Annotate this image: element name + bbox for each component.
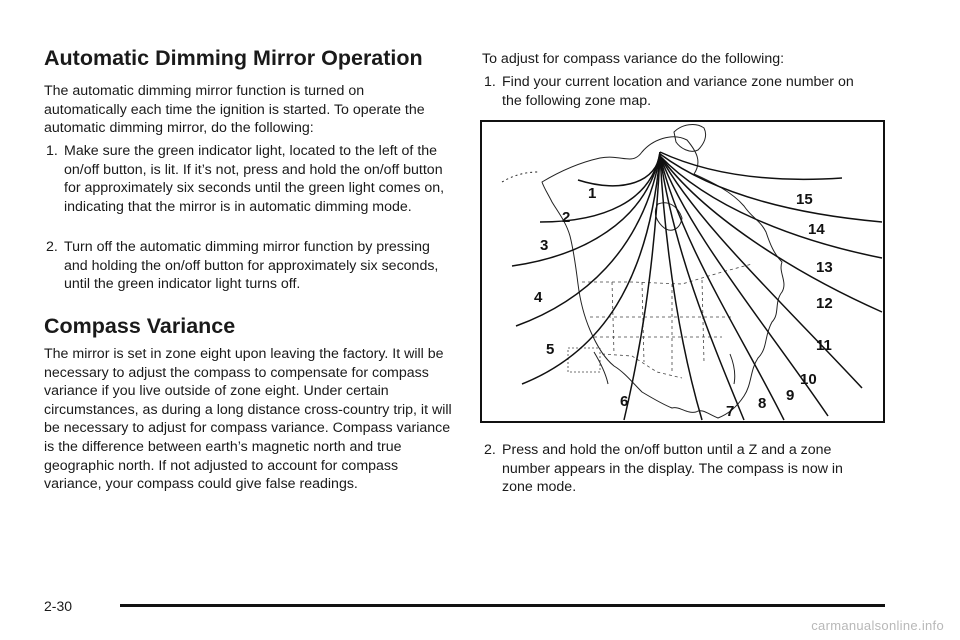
aleutians [502, 172, 538, 182]
zone-line-15 [660, 152, 842, 179]
compass-variance-paragraph: The mirror is set in zone eight upon leaving the factory. It will be necessary to adjust the compass to compensate for compass variance if you live outside of zone eight. Under certain circumstances, as during a long distance cross-country trip, it will be necessary to adjust for compass variance. Compass variance is the difference between earth’s magnetic north and true geographic north. If not adjusted to account for compass variance, your compass could give false readings. [44, 346, 452, 493]
zone-label-9: 9 [786, 387, 795, 404]
state-lines-a [612, 282, 614, 354]
zone-line-1 [578, 152, 660, 186]
zone-label-15: 15 [796, 191, 813, 208]
zone-label-1: 1 [588, 185, 597, 202]
section-heading-mirror: Automatic Dimming Mirror Operation [44, 46, 423, 70]
state-lines-d [702, 280, 704, 362]
hudson-bay [655, 203, 682, 230]
zone-label-11: 11 [816, 337, 832, 354]
step-text: Find your current location and variance zone number on the following zone map. [502, 74, 854, 109]
page-number: 2-30 [44, 598, 73, 614]
zone-label-12: 12 [816, 295, 833, 312]
zone-line-3 [512, 154, 660, 266]
step-number: 1. [46, 143, 58, 159]
florida [730, 354, 735, 384]
zone-lines [512, 152, 882, 420]
zone-label-7: 7 [726, 403, 735, 420]
zone-label-3: 3 [540, 237, 549, 254]
adjust-intro: To adjust for compass variance do the following: [482, 51, 785, 67]
footer-rule [120, 604, 885, 607]
step-number: 2. [46, 239, 58, 255]
mirror-step-1 [44, 142, 452, 216]
zone-label-10: 10 [800, 371, 817, 388]
zone-label-13: 13 [816, 259, 833, 276]
step-text: Make sure the green indicator light, located to the left of the on/off button, is lit. If it’s not, press and hold the on/off button for approximately six seconds until the green light comes on, indicating that the mirror is in automatic dimming mode. [64, 143, 445, 215]
hawaii-inset [568, 348, 600, 372]
north-america-coast [542, 137, 784, 418]
zone-label-6: 6 [620, 393, 629, 410]
baja [594, 352, 608, 384]
step-text: Press and hold the on/off button until a Z and a zone number appears in the display. The compass is now in zone mode. [502, 442, 843, 496]
greenland-coast [674, 125, 706, 152]
zone-label-2: 2 [562, 209, 571, 226]
adjust-step-1 [482, 73, 857, 110]
zone-map-drawing [482, 122, 883, 421]
adjust-step-2 [482, 441, 872, 497]
zone-label-8: 8 [758, 395, 767, 412]
mirror-step-2 [44, 238, 448, 294]
section-heading-compass: Compass Variance [44, 314, 236, 338]
watermark: carmanualsonline.info [811, 618, 944, 633]
step-text: Turn off the automatic dimming mirror function by pressing and holding the on/off button for approximately six seconds, until the green indicator light turns off. [64, 239, 439, 293]
zone-line-13 [660, 156, 882, 258]
zone-map [480, 120, 885, 423]
mirror-intro-paragraph: The automatic dimming mirror function is turned on automatically each time the ignition is started. To operate the automatic dimming mirror, do the following: [44, 83, 425, 137]
step-number: 2. [484, 442, 496, 458]
zone-label-4: 4 [534, 289, 543, 306]
border-lines [582, 264, 752, 378]
step-number: 1. [484, 74, 496, 90]
zone-label-14: 14 [808, 221, 825, 238]
zone-label-5: 5 [546, 341, 555, 358]
